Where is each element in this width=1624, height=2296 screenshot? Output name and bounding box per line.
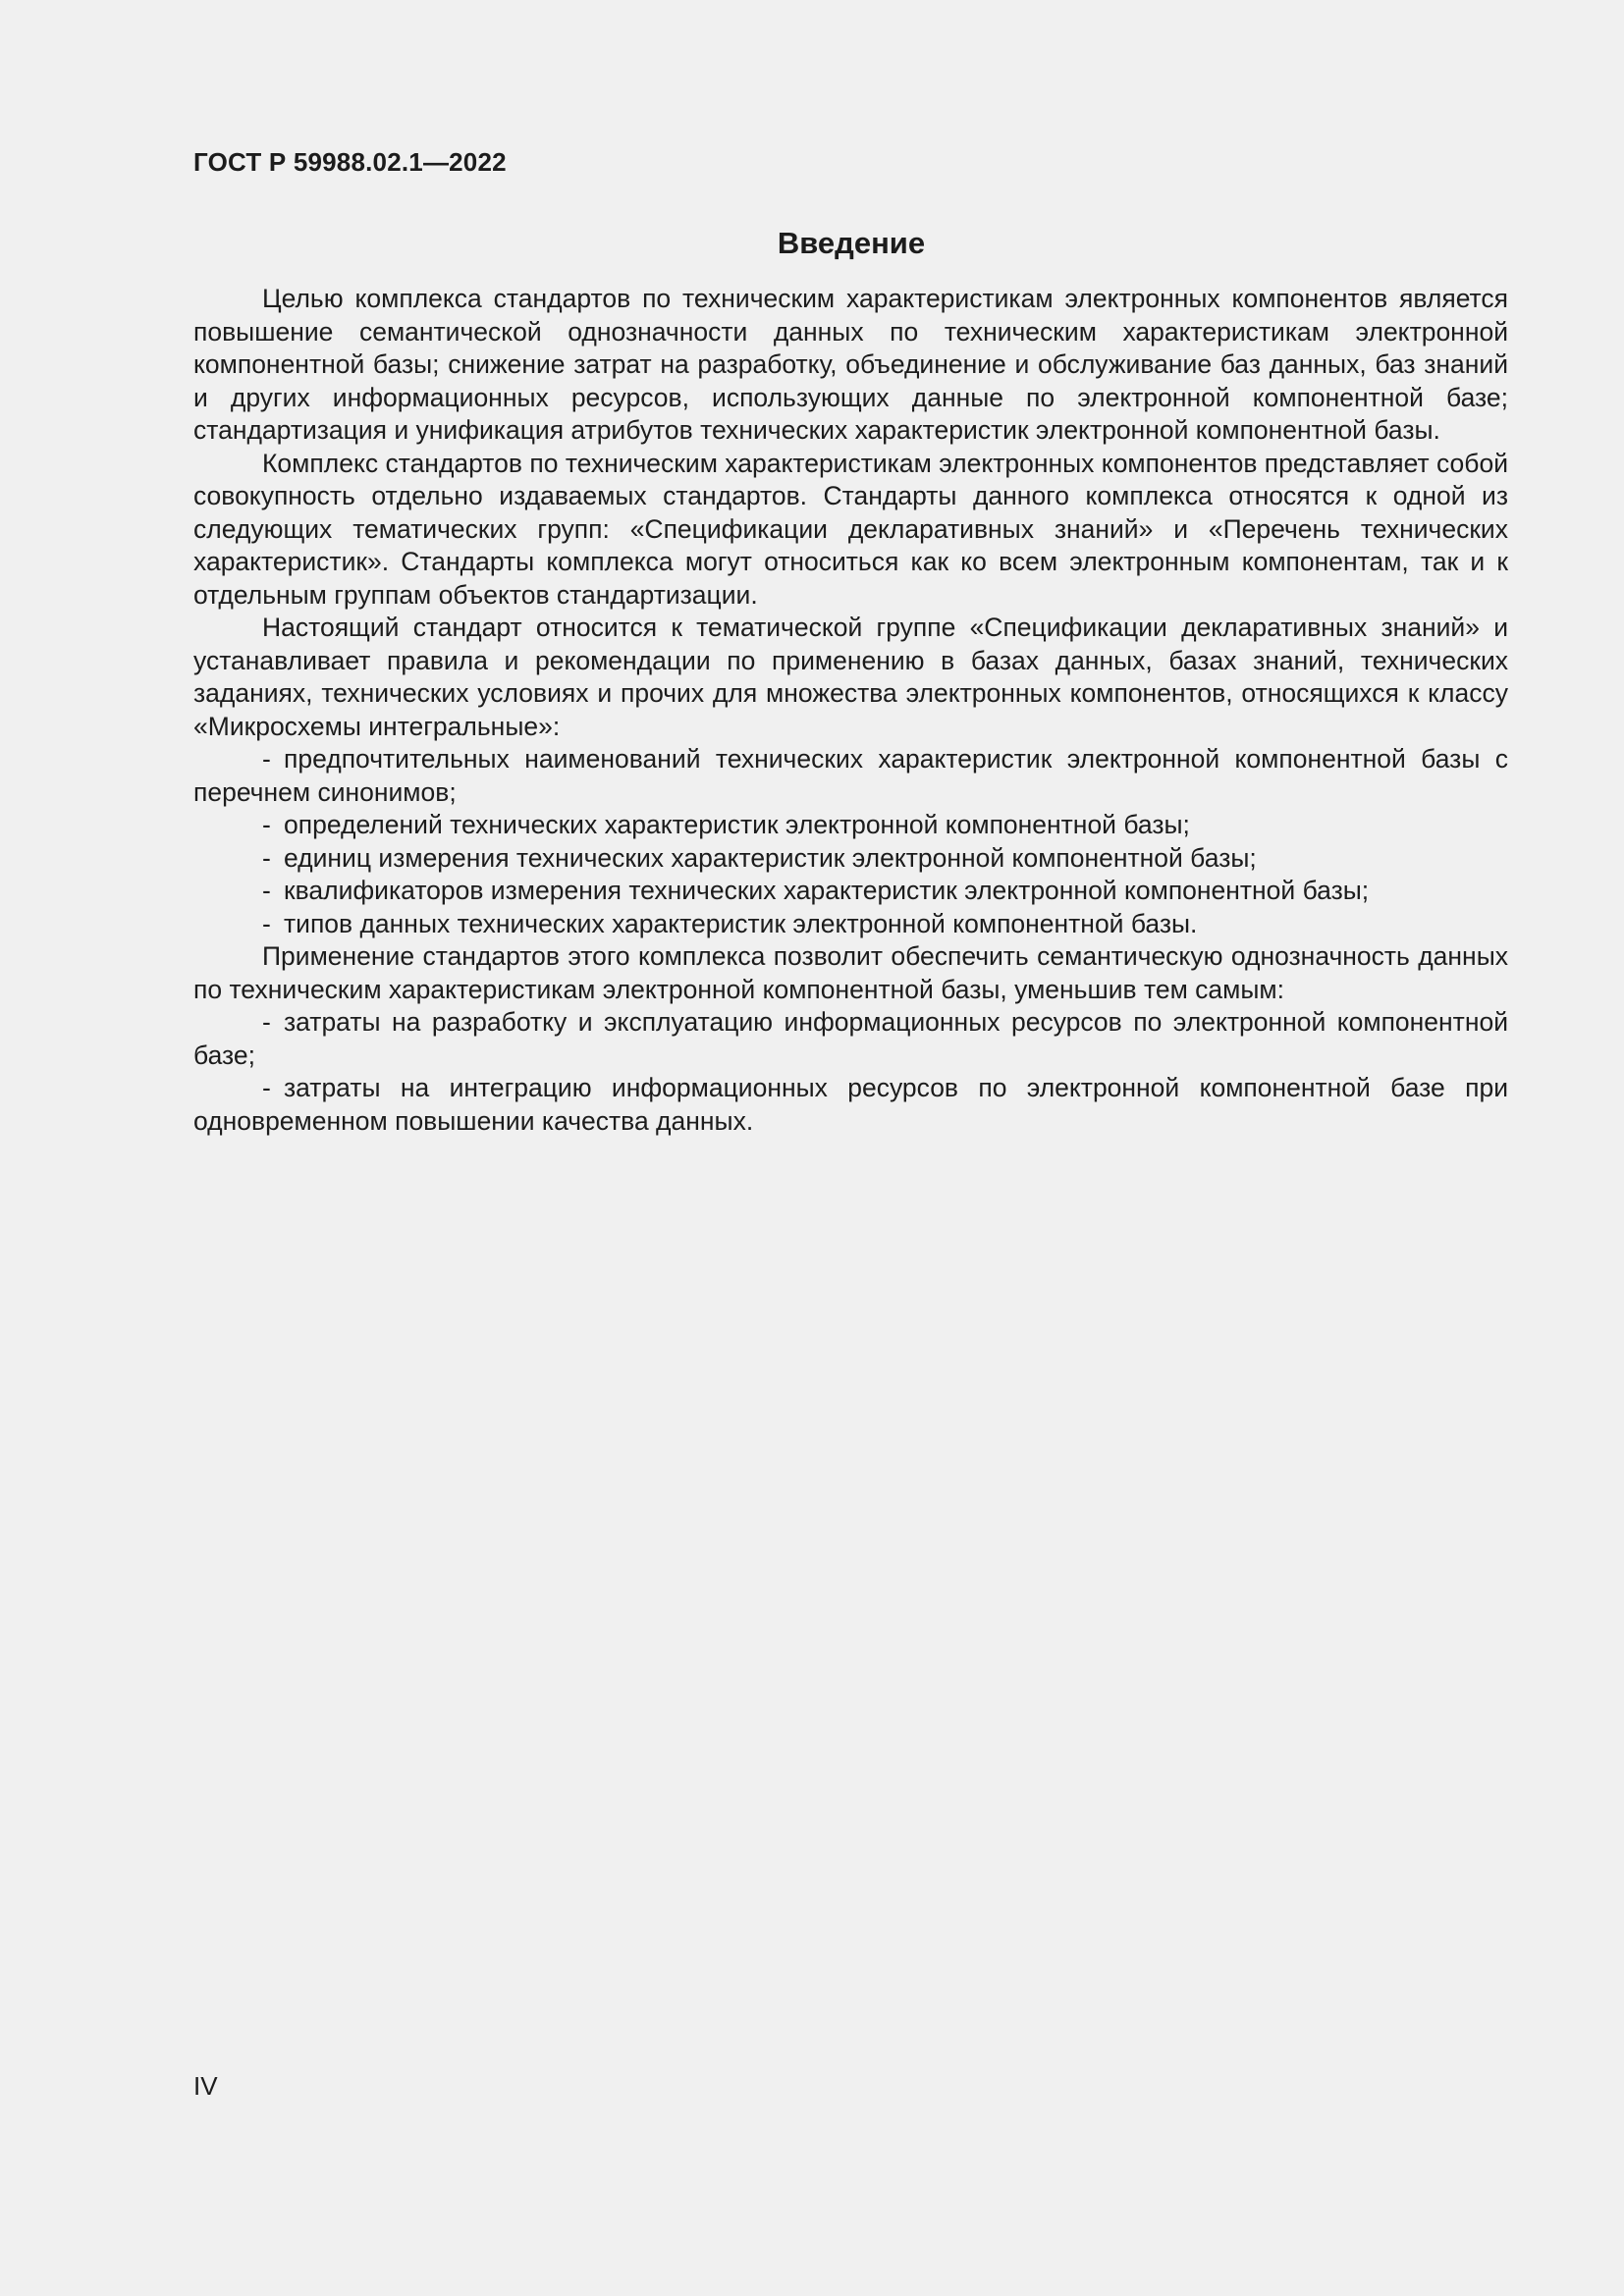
list-dash: - xyxy=(262,876,271,905)
list-item xyxy=(193,842,1508,876)
list-item-text: предпочтительных наименований технических характеристик электронной компонентной базы с перечнем синонимов; xyxy=(193,744,1508,807)
list-dash: - xyxy=(262,744,271,774)
list-item-text: затраты на интеграцию информационных ресурсов по электронной компонентной базе при одновременном повышении качества данных. xyxy=(193,1073,1508,1136)
list-item-text: типов данных технических характеристик электронной компонентной базы. xyxy=(284,908,1198,938)
list-dash: - xyxy=(262,842,271,873)
section-title: Введение xyxy=(777,226,926,260)
list-item-text: единиц измерения технических характеристик электронной компонентной базы; xyxy=(284,842,1257,873)
list-dash: - xyxy=(262,1073,271,1102)
list-item-text: затраты на разработку и эксплуатацию информационных ресурсов по электронной компонентной базе; xyxy=(193,1007,1508,1070)
list-item xyxy=(193,743,1508,809)
body-text xyxy=(193,283,1508,1138)
list-dash: - xyxy=(262,908,271,938)
document-id: ГОСТ Р 59988.02.1—2022 xyxy=(193,147,507,177)
list-item xyxy=(193,875,1508,908)
paragraph-goal: Целью комплекса стандартов по техническим характеристикам электронных компонентов является повышение семантической однозначности данных по техническим характеристикам электронной компонентной базы; снижение затрат на разработку, объединение и обслуживание баз данных, баз знаний и других информационных ресурсов, использующих данные по электронной компонентной базе; стандартизация и унификация атрибутов технических характеристик электронной компонентной базы. xyxy=(193,284,1508,445)
list-item xyxy=(193,1006,1508,1072)
list-item-text: определений технических характеристик электронной компонентной базы; xyxy=(284,810,1190,839)
page-number: IV xyxy=(193,2071,218,2101)
paragraph-complex: Комплекс стандартов по техническим характеристикам электронных компонентов представляет собой совокупность отдельно издаваемых стандартов. Стандарты данного комплекса относятся к одной из следующих тематических групп: «Спецификации декларативных знаний» и «Перечень технических характеристик». Стандарты комплекса могут относиться как ко всем электронным компонентам, так и к отдельным группам объектов стандартизации. xyxy=(193,448,1508,610)
list-item-text: квалификаторов измерения технических характеристик электронной компонентной базы; xyxy=(284,876,1370,905)
list-item xyxy=(193,809,1508,842)
list-dash: - xyxy=(262,1007,271,1037)
list-item xyxy=(193,908,1508,941)
paragraph-scope: Настоящий стандарт относится к тематической группе «Спецификации декларативных знаний» и устанавливает правила и рекомендации по применению в базах данных, базах знаний, технических заданиях, технических условиях и прочих для множества электронных компонентов, относящихся к классу «Микросхемы интегральные»: xyxy=(193,613,1508,741)
list-item xyxy=(193,1072,1508,1138)
list-dash: - xyxy=(262,810,271,839)
paragraph-application: Применение стандартов этого комплекса позволит обеспечить семантическую однозначность данных по техническим характеристикам электронной компонентной базы, уменьшив тем самым: xyxy=(193,941,1508,1004)
